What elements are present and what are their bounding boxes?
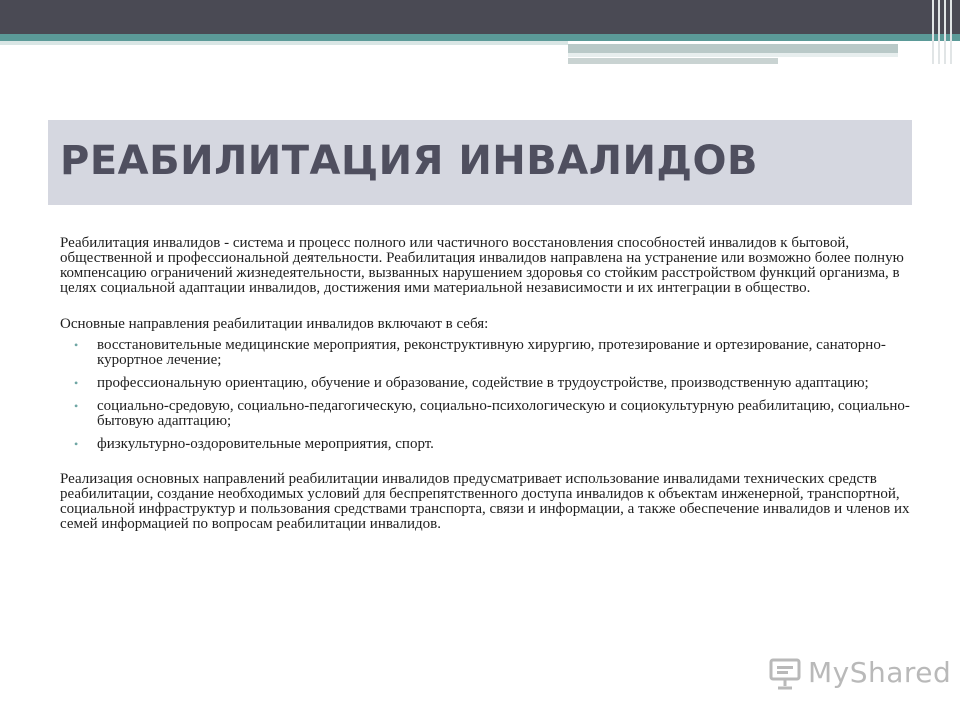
paragraph-implementation: Реализация основных направлений реабилитации инвалидов предусматривает использование инвалидами технических средств реабилитации, создание необходимых условий для беспрепятственного доступа инвалидов к объектам инженерной, транспортной, социальной инфраструктур и пользования средствами транспорта, связи и информации, а также обеспечение инвалидов и членов их семей информацией по вопросам реабилитации инвалидов. <box>60 471 910 532</box>
list-item <box>60 376 910 391</box>
list-item <box>60 338 910 368</box>
decor-vertical-line <box>932 0 934 64</box>
list-item <box>60 437 910 452</box>
list-item-text: восстановительные медицинские мероприятия, реконструктивную хирургию, протезирование и ортезирование, санаторно-курортное лечение; <box>97 337 886 368</box>
paragraph-directions-intro: Основные направления реабилитации инвалидов включают в себя: <box>60 316 489 332</box>
decor-line <box>568 44 898 53</box>
slide-title: РЕАБИЛИТАЦИЯ ИНВАЛИДОВ <box>60 138 759 184</box>
bullet-icon: • <box>74 399 79 413</box>
watermark-logo <box>768 656 952 696</box>
bullet-icon: • <box>74 376 79 390</box>
decor-line <box>0 41 568 45</box>
slide-body <box>60 236 910 532</box>
decor-line <box>568 53 898 57</box>
paragraph-definition: Реабилитация инвалидов - система и процесс полного или частичного восстановления способностей инвалидов к бытовой, общественной и профессиональной деятельности. Реабилитация инвалидов направлена на устранение или возможно более полную компенсацию ограничений жизнедеятельности, вызванных нарушением здоровья со стойким расстройством функций организма, в целях социальной адаптации инвалидов, достижения ими материальной независимости и их интеграции в общество. <box>60 235 904 296</box>
decor-vertical-line <box>938 0 940 64</box>
presentation-board-icon <box>768 658 802 690</box>
top-bar <box>0 0 960 34</box>
decor-line <box>568 58 778 64</box>
decor-vertical-line <box>944 0 946 64</box>
watermark-text: MyShared <box>808 656 952 689</box>
decor-vertical-line <box>950 0 952 64</box>
list-item-text: физкультурно-оздоровительные мероприятия, спорт. <box>97 436 434 452</box>
bullet-icon: • <box>74 338 79 352</box>
list-item <box>60 399 910 429</box>
teal-accent-line <box>0 34 960 41</box>
bullet-icon: • <box>74 437 79 451</box>
list-item-text: профессиональную ориентацию, обучение и образование, содействие в трудоустройстве, производственную адаптацию; <box>97 375 869 391</box>
directions-list <box>60 338 910 452</box>
list-item-text: социально-средовую, социально-педагогическую, социально-психологическую и социокультурную реабилитацию, социально-бытовую адаптацию; <box>97 398 910 429</box>
